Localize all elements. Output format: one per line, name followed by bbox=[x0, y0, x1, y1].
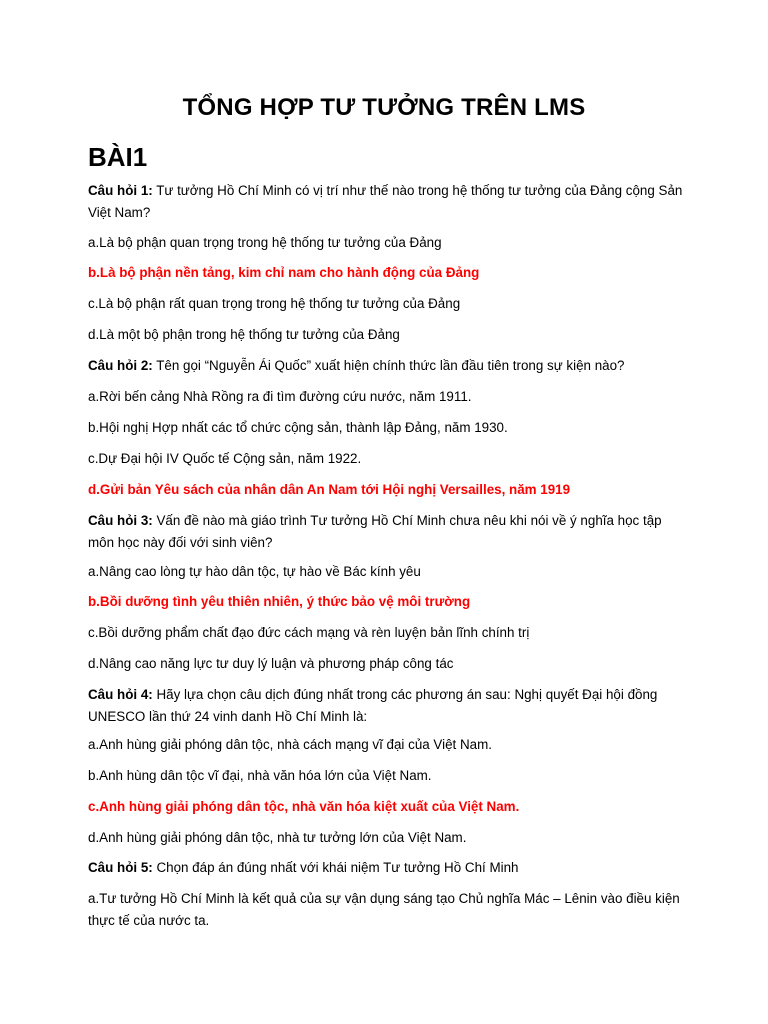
answer-option: c.Là bộ phận rất quan trọng trong hệ thống tư tưởng của Đảng bbox=[88, 296, 461, 311]
question-label: Câu hỏi 1: bbox=[88, 183, 153, 198]
question-3 bbox=[88, 510, 688, 554]
question-text: Chọn đáp án đúng nhất với khái niệm Tư tưởng Hồ Chí Minh bbox=[152, 860, 519, 875]
question-5 bbox=[88, 857, 688, 879]
correct-answer-option: b.Là bộ phận nền tảng, kim chỉ nam cho hành động của Đảng bbox=[88, 265, 480, 280]
correct-answer-option: c.Anh hùng giải phóng dân tộc, nhà văn hóa kiệt xuất của Việt Nam. bbox=[88, 799, 520, 814]
answer-option: a.Rời bến cảng Nhà Rồng ra đi tìm đường cứu nước, năm 1911. bbox=[88, 389, 472, 404]
answer-option: d.Là một bộ phận trong hệ thống tư tưởng của Đảng bbox=[88, 327, 400, 342]
answer-option: a.Nâng cao lòng tự hào dân tộc, tự hào về Bác kính yêu bbox=[88, 564, 421, 579]
question-2 bbox=[88, 355, 688, 377]
answer-option: c.Dự Đại hội IV Quốc tế Cộng sản, năm 1922. bbox=[88, 451, 362, 466]
correct-answer-option: d.Gửi bản Yêu sách của nhân dân An Nam tới Hội nghị Versailles, năm 1919 bbox=[88, 482, 571, 497]
correct-answer-option: b.Bồi dưỡng tình yêu thiên nhiên, ý thức bảo vệ môi trường bbox=[88, 594, 471, 609]
question-text: Hãy lựa chọn câu dịch đúng nhất trong các phương án sau: Nghị quyết Đại hội đồng UNESCO lần thứ 24 vinh danh Hồ Chí Minh là: bbox=[88, 687, 658, 724]
question-text: Tư tưởng Hồ Chí Minh có vị trí như thế nào trong hệ thống tư tưởng của Đảng cộng Sản Việt Nam? bbox=[88, 183, 683, 220]
answer-option: b.Anh hùng dân tộc vĩ đại, nhà văn hóa lớn của Việt Nam. bbox=[88, 768, 432, 783]
question-1 bbox=[88, 180, 688, 224]
answer-option: a.Anh hùng giải phóng dân tộc, nhà cách mạng vĩ đại của Việt Nam. bbox=[88, 737, 492, 752]
question-text: Vấn đề nào mà giáo trình Tư tưởng Hồ Chí Minh chưa nêu khi nói về ý nghĩa học tập môn học này đối với sinh viên? bbox=[88, 513, 662, 550]
answer-option: b.Hội nghị Hợp nhất các tổ chức cộng sản, thành lập Đảng, năm 1930. bbox=[88, 420, 508, 435]
answer-option: c.Bồi dưỡng phẩm chất đạo đức cách mạng và rèn luyện bản lĩnh chính trị bbox=[88, 625, 530, 640]
question-label: Câu hỏi 5: bbox=[88, 860, 153, 875]
document-title: TỔNG HỢP TƯ TƯỞNG TRÊN LMS bbox=[182, 94, 586, 121]
answer-option: a.Tư tưởng Hồ Chí Minh là kết quả của sự vận dụng sáng tạo Chủ nghĩa Mác – Lênin vào điều kiện thực tế của nước ta. bbox=[88, 891, 680, 928]
question-4 bbox=[88, 684, 688, 728]
question-label: Câu hỏi 3: bbox=[88, 513, 153, 528]
question-label: Câu hỏi 4: bbox=[88, 687, 153, 702]
answer-option: a.Là bộ phận quan trọng trong hệ thống tư tưởng của Đảng bbox=[88, 235, 442, 250]
section-heading: BÀI1 bbox=[88, 142, 148, 172]
question-label: Câu hỏi 2: bbox=[88, 358, 153, 373]
answer-option: d.Nâng cao năng lực tư duy lý luận và phương pháp công tác bbox=[88, 656, 454, 671]
question-text: Tên gọi “Nguyễn Ái Quốc” xuất hiện chính thức lần đầu tiên trong sự kiện nào? bbox=[152, 358, 625, 373]
answer-option: d.Anh hùng giải phóng dân tộc, nhà tư tưởng lớn của Việt Nam. bbox=[88, 830, 467, 845]
